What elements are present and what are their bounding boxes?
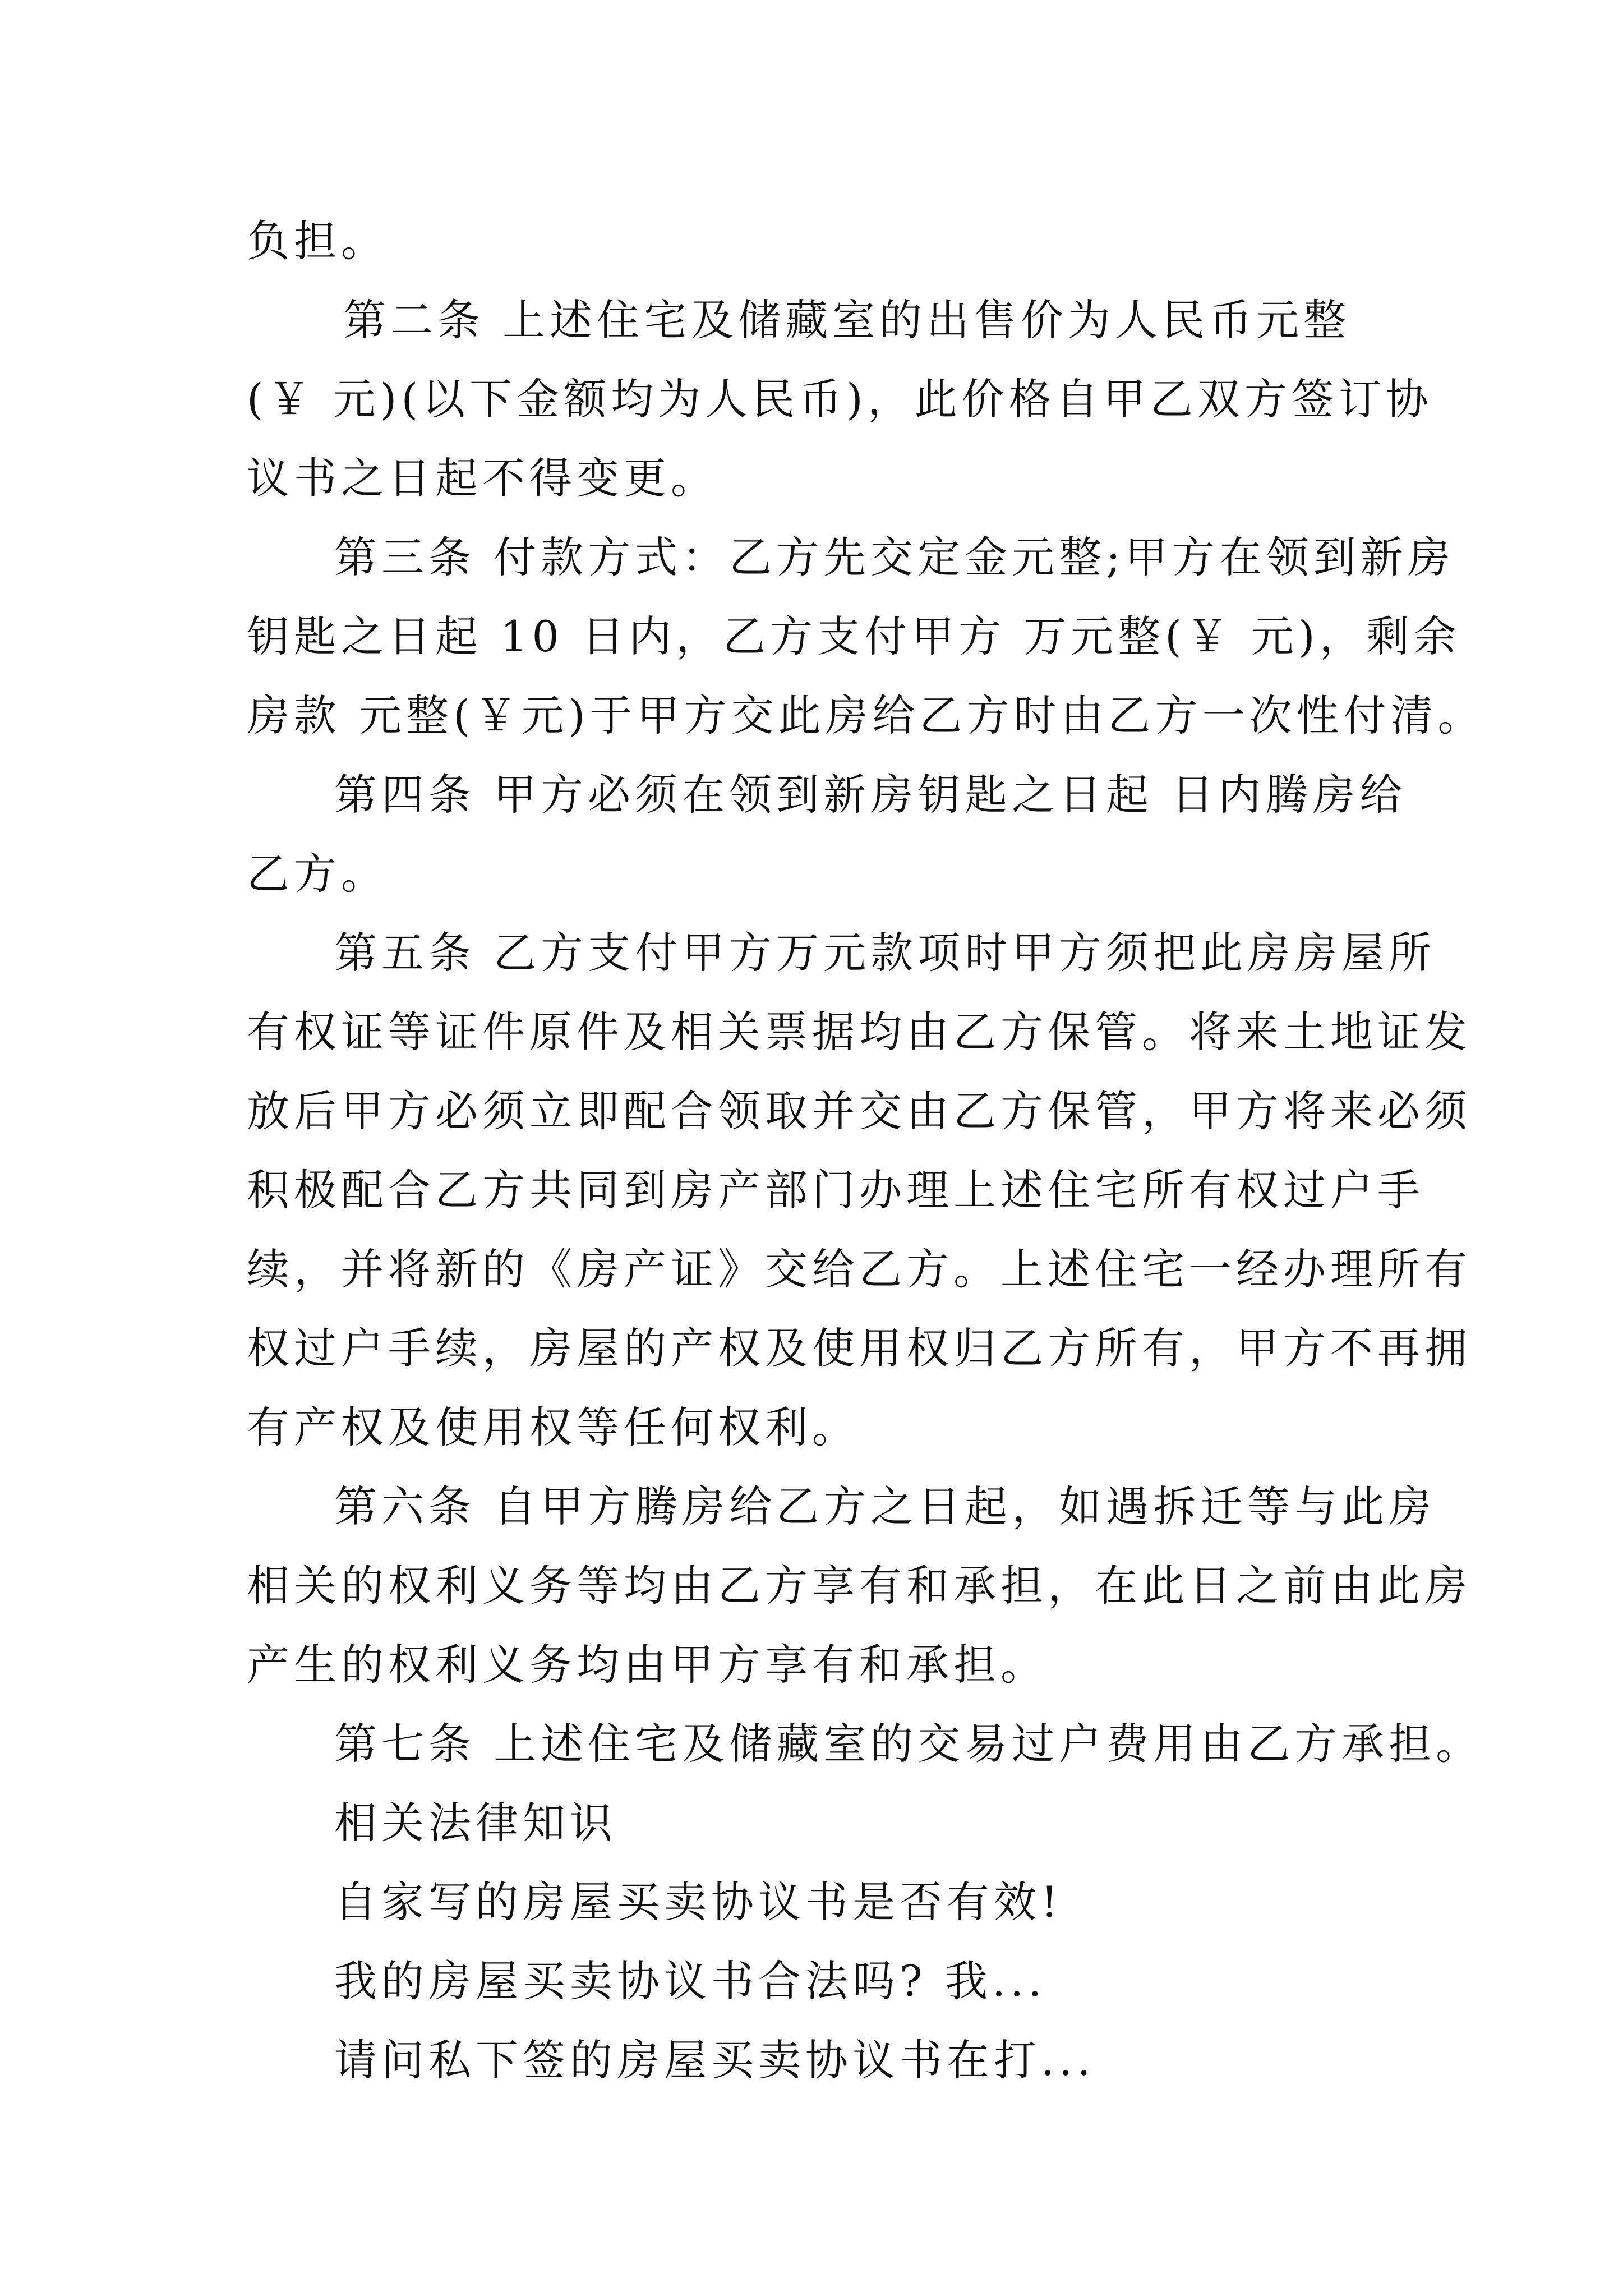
text-line-10: 第五条 乙方支付甲方万元款项时甲方须把此房房屋所 — [334, 928, 1436, 978]
text-line-14: 续，并将新的《房产证》交给乙方。上述住宅一经办理所有 — [247, 1244, 1472, 1294]
related-law-heading: 相关法律知识 — [334, 1798, 617, 1848]
text-line-19: 产生的权利义务均由甲方享有和承担。 — [247, 1640, 1048, 1690]
text-line-7: 房款 元整(￥元)于甲方交此房给乙方时由乙方一次性付清。 — [247, 691, 1485, 740]
text-line-20: 第七条 上述住宅及储藏室的交易过户费用由乙方承担。 — [334, 1719, 1483, 1769]
text-line-18: 相关的权利义务等均由乙方享有和承担，在此日之前由此房 — [247, 1561, 1472, 1611]
text-line-12: 放后甲方必须立即配合领取并交由乙方保管，甲方将来必须 — [247, 1086, 1472, 1136]
text-line-11: 有权证等证件原件及相关票据均由乙方保管。将来土地证发 — [247, 1007, 1472, 1057]
related-link-3: 请问私下签的房屋买卖协议书在打... — [334, 2035, 1095, 2085]
text-line-17: 第六条 自甲方腾房给乙方之日起，如遇拆迁等与此房 — [334, 1481, 1436, 1531]
text-line-13: 积极配合乙方共同到房产部门办理上述住宅所有权过户手 — [247, 1165, 1424, 1215]
text-line-8: 第四条 甲方必须在领到新房钥匙之日起 日内腾房给 — [334, 770, 1407, 820]
text-line-1: 负担。 — [247, 216, 388, 266]
text-line-3: (￥ 元)(以下金额均为人民币)，此价格自甲乙双方签订协 — [247, 374, 1433, 424]
related-link-2: 我的房屋买卖协议书合法吗? 我... — [334, 1956, 1046, 2006]
text-line-2: 第二条 上述住宅及储藏室的出售价为人民币元整 — [343, 295, 1351, 345]
related-link-1: 自家写的房屋买卖协议书是否有效! — [334, 1877, 1063, 1927]
text-line-16: 有产权及使用权等任何权利。 — [247, 1402, 859, 1452]
text-line-4: 议书之日起不得变更。 — [247, 453, 718, 503]
text-line-5: 第三条 付款方式：乙方先交定金元整;甲方在领到新房 — [334, 532, 1455, 582]
text-line-6: 钥匙之日起 10 日内，乙方支付甲方 万元整(￥ 元)，剩余 — [247, 611, 1461, 661]
text-line-15: 权过户手续，房屋的产权及使用权归乙方所有，甲方不再拥 — [247, 1323, 1472, 1373]
text-line-9: 乙方。 — [247, 849, 388, 899]
